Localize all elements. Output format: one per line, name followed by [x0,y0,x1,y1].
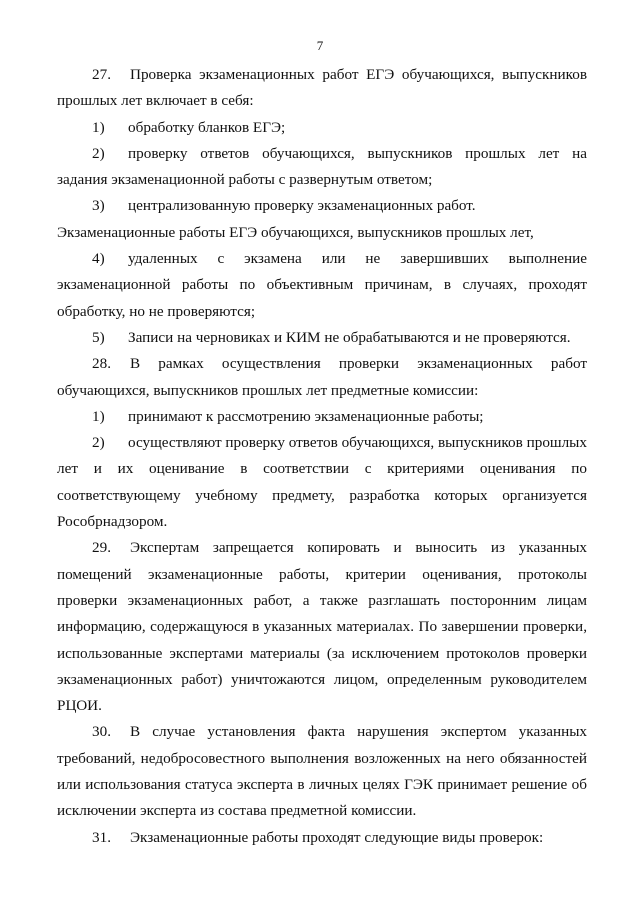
list-item-text: Записи на черновиках и КИМ не обрабатываются и не проверяются. [128,328,571,346]
paragraph-text: Экспертам запрещается копировать и выносить из указанных помещений экзаменационные работы, критерии оценивания, протоколы проверки экзаменационных работ, а также разглашать посторонним лицам информацию, содержащуюся в указанных материалах. По завершении проверки, использованные экспертами материалы (за исключением протоколов проверки экзаменационных работ) уничтожаются лицом, определенным руководителем РЦОИ. [57,539,587,715]
list-item-number: 3) [92,197,105,215]
document-body [57,62,587,851]
paragraph-number: 30. [92,723,111,741]
list-item-text: осуществляют проверку ответов обучающихся, выпускников прошлых лет и их оценивание в соответствии с критериями оценивания по соответствующему учебному предмету, разработка которых организуется Рособрнадзором. [57,434,587,531]
list-item-text: централизованную проверку экзаменационных работ. [128,197,476,215]
list-item-2 [57,141,587,194]
paragraph-30 [57,719,587,824]
list-item-1 [57,115,587,141]
paragraph-text: В рамках осуществления проверки экзаменационных работ обучающихся, выпускников прошлых лет предметные комиссии: [57,355,587,399]
list-item-5 [57,325,587,351]
paragraph-27 [57,62,587,115]
list-item-text: проверку ответов обучающихся, выпускников прошлых лет на задания экзаменационной работы с развернутым ответом; [57,144,587,189]
list-item-1 [57,404,587,430]
paragraph-number: 29. [92,539,111,557]
list-item-2 [57,430,587,535]
paragraph-continuation [57,220,587,246]
page-number: 7 [316,38,324,53]
paragraph-31 [57,825,587,851]
list-item-number: 4) [92,250,105,268]
paragraph-28 [57,351,587,404]
paragraph-text: В случае установления факта нарушения экспертом указанных требований, недобросовестного выполнения возложенных на него обязанностей или использования статуса эксперта в личных целях ГЭК принимает решение об исключении эксперта из состава предметной комиссии. [57,723,587,820]
paragraph-number: 27. [92,66,111,83]
list-item-4 [57,246,587,325]
list-item-number: 2) [92,434,105,452]
paragraph-number: 28. [92,355,111,373]
list-item-text: удаленных с экзамена или не завершивших выполнение экзаменационной работы по объективным причинам, в случаях, проходят обработку, но не проверяются; [57,250,587,320]
paragraph-text: Проверка экзаменационных работ ЕГЭ обучающихся, выпускников прошлых лет включает в себя: [57,66,587,110]
list-item-text: принимают к рассмотрению экзаменационные работы; [128,407,484,425]
list-item-text: обработку бланков ЕГЭ; [128,118,286,136]
list-item-number: 5) [92,328,105,346]
list-item-3 [57,193,587,219]
paragraph-29 [57,535,587,719]
paragraph-text: Экзаменационные работы ЕГЭ обучающихся, выпускников прошлых лет, [57,223,534,241]
paragraph-text: Экзаменационные работы проходят следующие виды проверок: [130,828,544,846]
list-item-number: 2) [92,144,105,162]
list-item-number: 1) [92,118,105,136]
list-item-number: 1) [92,407,105,425]
paragraph-number: 31. [92,828,111,846]
